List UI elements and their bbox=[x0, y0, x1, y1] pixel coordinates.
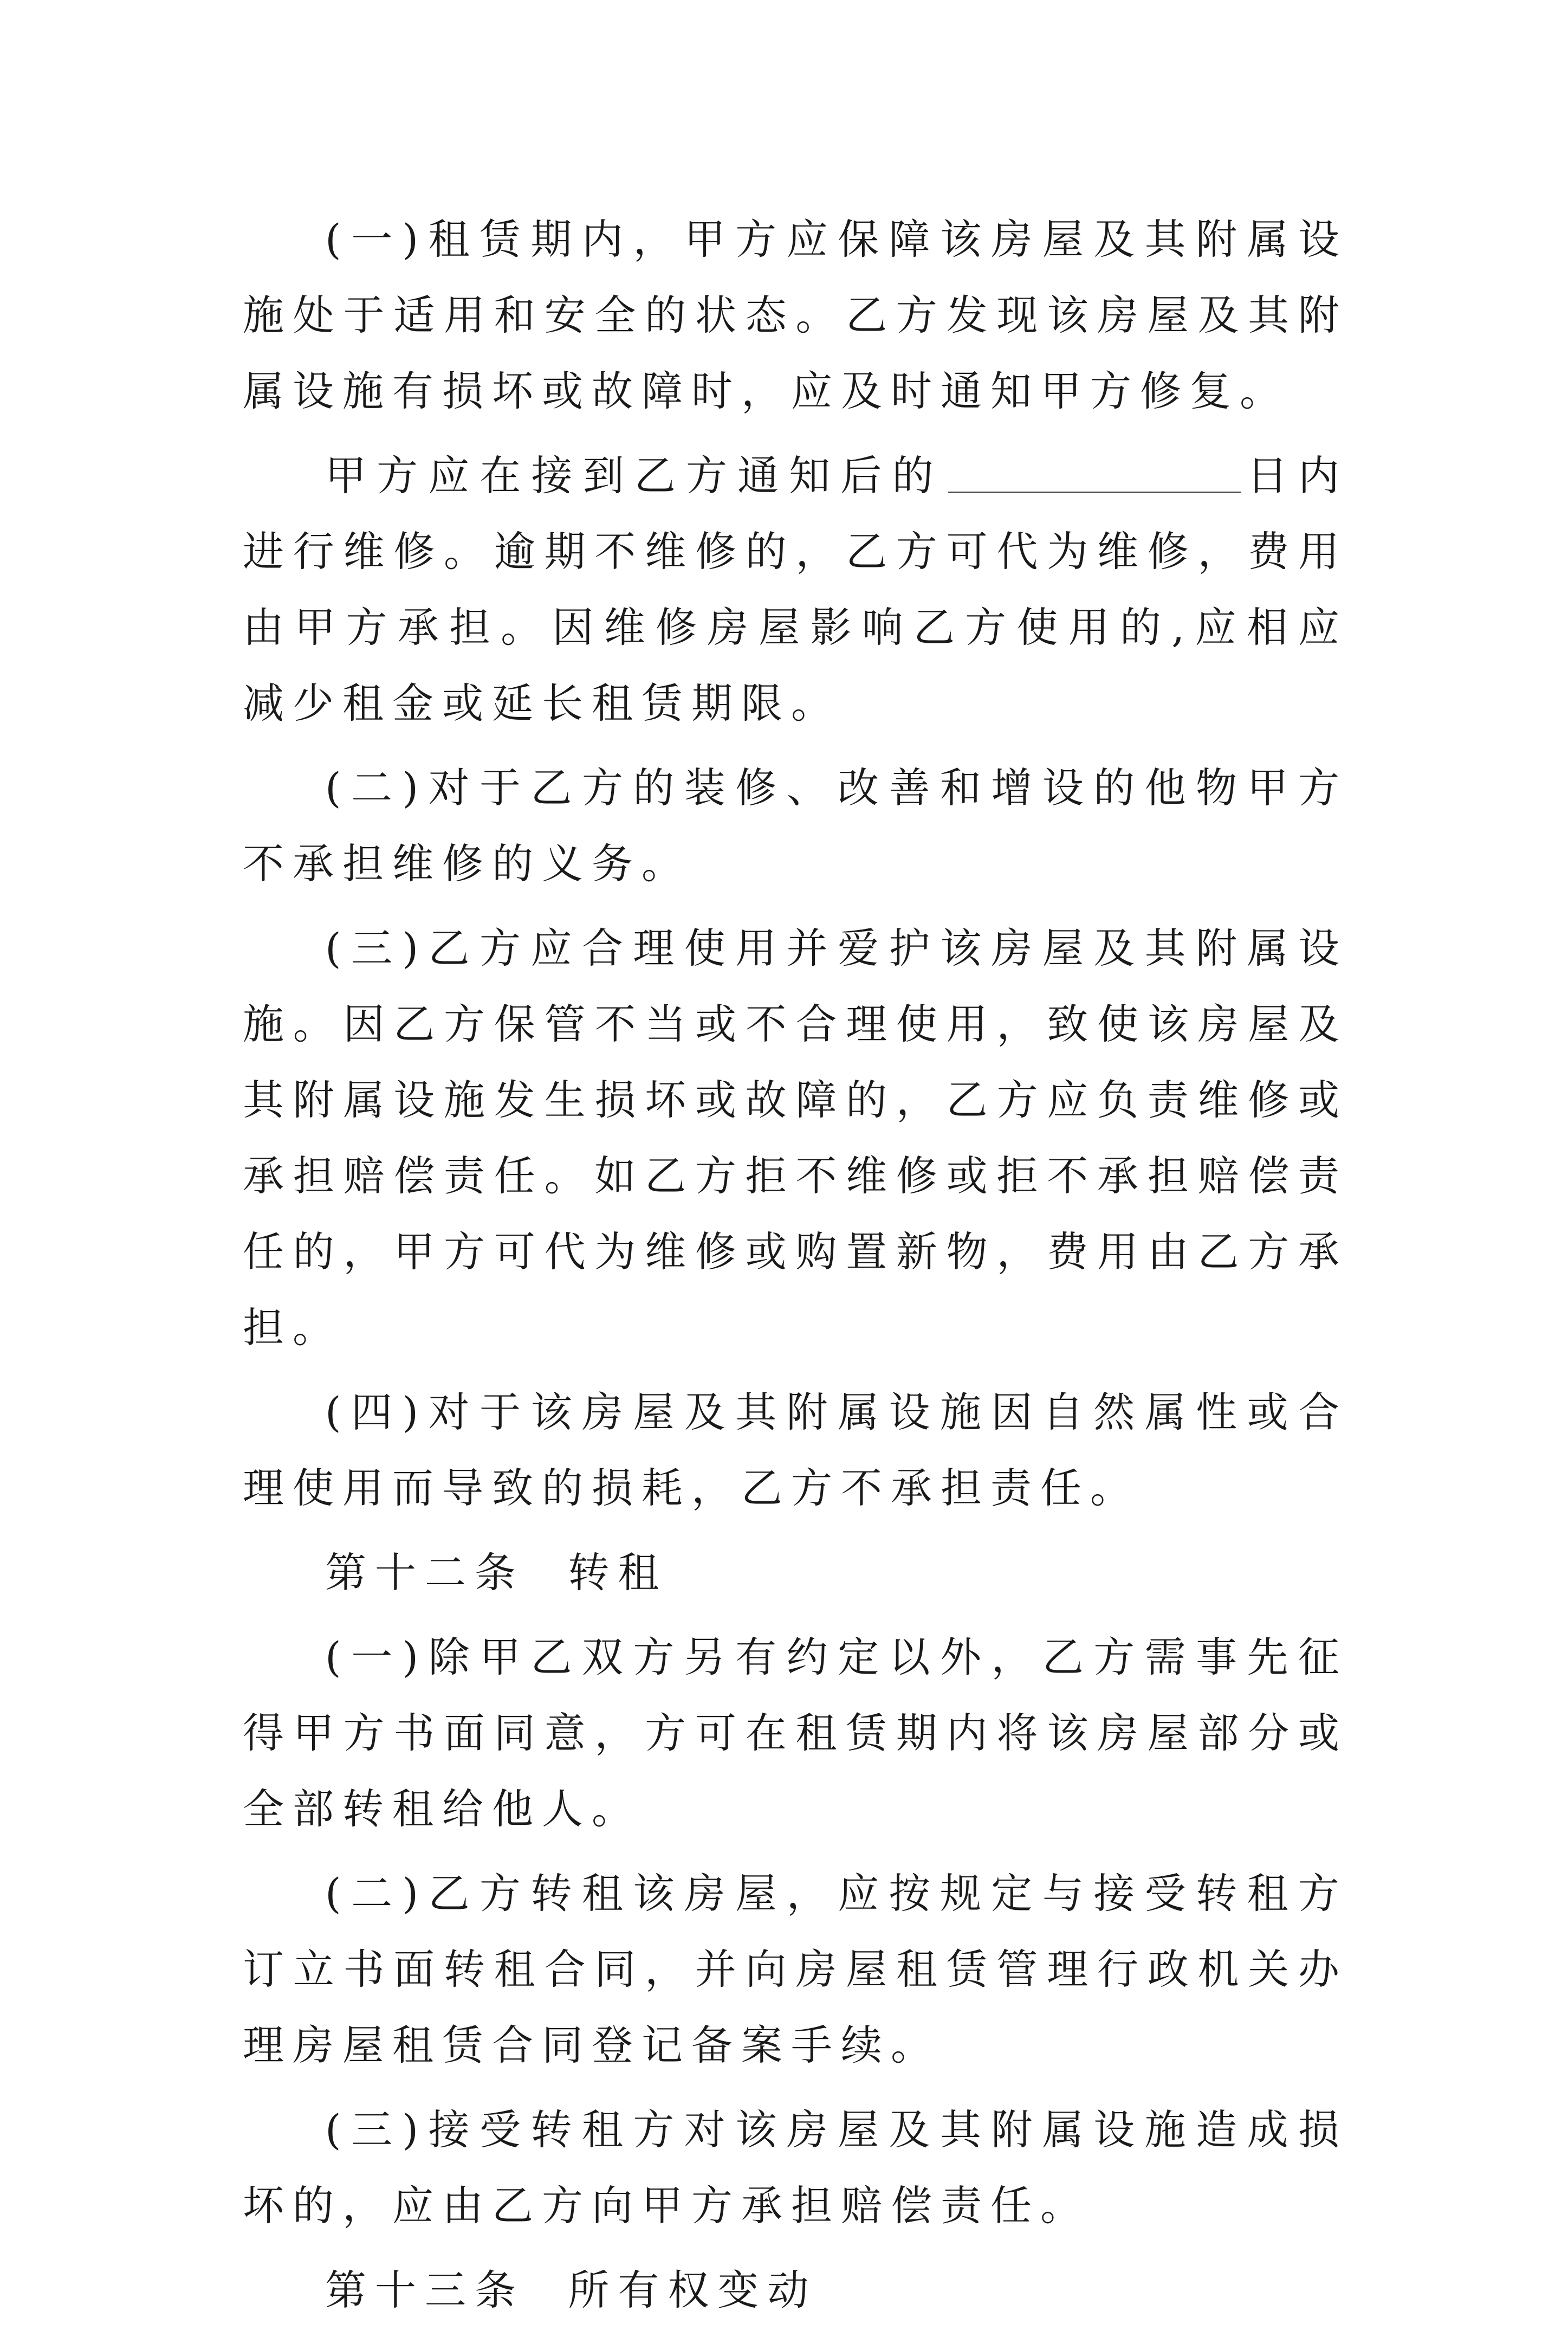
sublease-paragraph-2: (二)乙方转租该房屋，应按规定与接受转租方订立书面转租合同，并向房屋租赁管理行政机关办理房屋租赁合同登记备案手续。 bbox=[243, 1869, 1348, 2069]
clause-paragraph-repair-days bbox=[243, 438, 1348, 741]
document-body bbox=[243, 202, 1348, 2337]
sublease-paragraph-3: (三)接受转租方对该房屋及其附属设施造成损坏的，应由乙方向甲方承担赔偿责任。 bbox=[243, 2106, 1348, 2230]
repair-days-text-after: 日内进行维修。逾期不维修的，乙方可代为维修，费用由甲方承担。因维修房屋影响乙方使用的,应相应减少租金或延长租赁期限。 bbox=[243, 451, 1349, 727]
clause-paragraph-4: (四)对于该房屋及其附属设施因自然属性或合理使用而导致的损耗，乙方不承担责任。 bbox=[243, 1388, 1348, 1512]
repair-days-blank-field bbox=[948, 454, 1241, 493]
clause-paragraph-1: (一)租赁期内，甲方应保障该房屋及其附属设施处于适用和安全的状态。乙方发现该房屋及其附属设施有损坏或故障时，应及时通知甲方修复。 bbox=[243, 215, 1348, 415]
article-13-heading: 第十三条 所有权变动 bbox=[325, 2266, 818, 2314]
clause-paragraph-3: (三)乙方应合理使用并爱护该房屋及其附属设施。因乙方保管不当或不合理使用，致使该房屋及其附属设施发生损坏或故障的，乙方应负责维修或承担赔偿责任。如乙方拒不维修或拒不承担赔偿责任的，甲方可代为维修或购置新物，费用由乙方承担。 bbox=[243, 924, 1348, 1352]
repair-days-text-before: 甲方应在接到乙方通知后的 bbox=[325, 451, 944, 500]
sublease-paragraph-1: (一)除甲乙双方另有约定以外，乙方需事先征得甲方书面同意，方可在租赁期内将该房屋部分或全部转租给他人。 bbox=[243, 1633, 1348, 1833]
article-12-heading: 第十二条 转租 bbox=[325, 1548, 668, 1597]
clause-paragraph-2: (二)对于乙方的装修、改善和增设的他物甲方不承担维修的义务。 bbox=[243, 764, 1348, 888]
